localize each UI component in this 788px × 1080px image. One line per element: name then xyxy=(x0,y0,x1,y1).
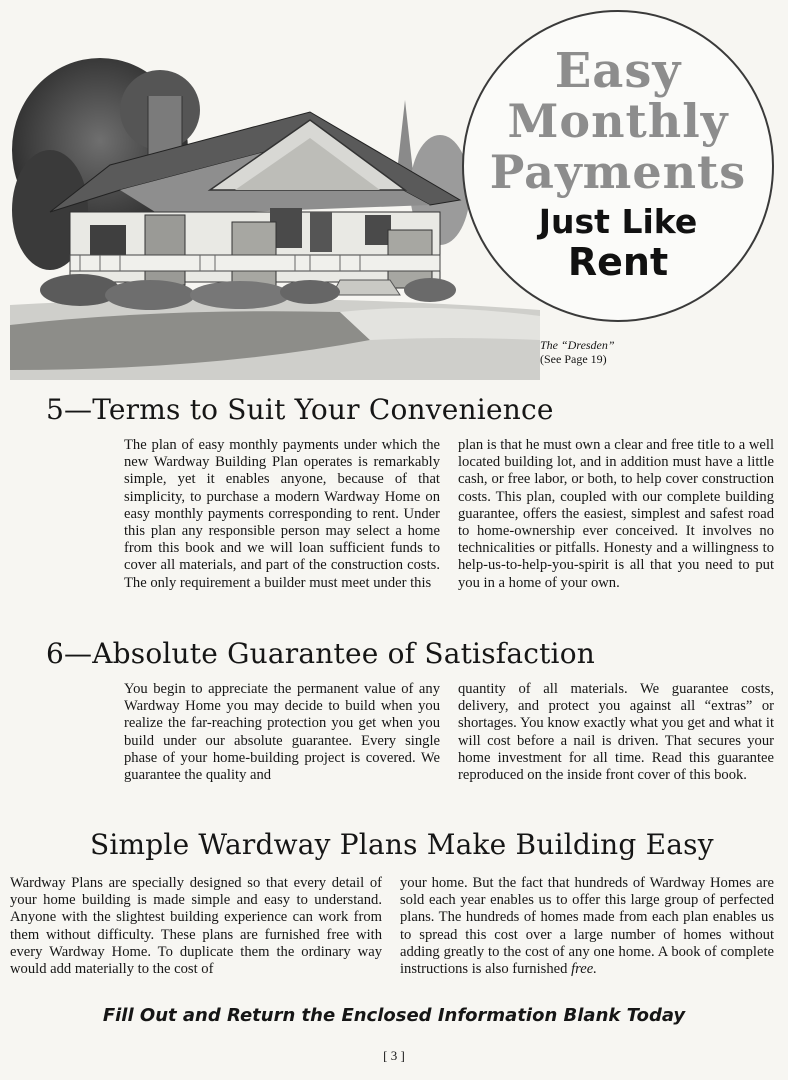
section-guarantee-col-b: quantity of all materials. We guarantee costs, delivery, and protect you against all “extras” or shortages. You know exactly what you get and what it will cost before a nail is driven. That secures your home investment for all time. Read this guarantee reproduced on the inside front cover of this book. xyxy=(458,681,774,784)
badge-line-monthly: Monthly xyxy=(507,94,729,148)
badge-line-easy: Easy xyxy=(554,43,682,99)
plans-col-b-text: your home. But the fact that hundreds of Wardway Homes are sold each year enables us to offer this large group of perfected plans. The hundreds of homes made from each plan enables us to spread this cost over a large number of homes without adding greatly to the cost of any one home. A book of complete instructions is also furnished xyxy=(400,875,774,978)
call-to-action: Fill Out and Return the Enclosed Information Blank Today xyxy=(102,1005,686,1026)
plans-col-b-emphasis: free. xyxy=(571,961,597,978)
section-terms-col-a: The plan of easy monthly payments under which the new Wardway Building Plan operates is remarkably simple, yet it enables anyone, because of that simplicity, to purchase a modern Wardway Home on easy monthly payments corresponding to rent. Under this plan any responsible person may select a home from this book and we will loan sufficient funds to cover all materials, and part of the construction costs. The only requirement a builder must meet under this xyxy=(124,437,440,591)
bungalow-illustration xyxy=(10,40,540,380)
section-heading-terms: 5—Terms to Suit Your Convenience xyxy=(46,393,554,426)
caption-title: The “Dresden” xyxy=(540,338,615,352)
illustration-caption xyxy=(540,338,660,366)
section-heading-plans: Simple Wardway Plans Make Building Easy xyxy=(90,828,714,861)
section-terms-col-b: plan is that he must own a clear and free title to a well located building lot, and in addition must have a little cash, or free labor, or both, to help cover construction costs. This plan, coupled with our complete building guarantee, offers the easiest, simplest and safest road to home-ownership ever conceived. It involves no technicalities or pitfalls. Honesty and a willingness to help-us-to-help-you-spirit is all that you need to put you in a home of your own. xyxy=(458,437,774,591)
badge-line-payments: Payments xyxy=(489,145,747,199)
section-guarantee-col-a: You begin to appreciate the permanent value of any Wardway Home you may decide to build when you realize the far-reaching protection you get when you build under our absolute guarantee. Every single phase of your home-building project is covered. We guarantee the quality and xyxy=(124,681,440,784)
caption-page-ref: (See Page 19) xyxy=(540,352,607,366)
payment-badge xyxy=(462,10,774,322)
section-plans-col-b xyxy=(400,875,774,978)
badge-line-just-like: Just Like xyxy=(538,202,698,241)
section-plans-col-a: Wardway Plans are specially designed so that every detail of your home building is made simple and easy to understand. Anyone with the slightest building experience can work from them without difficulty. These plans are furnished free with every Wardway Home. To duplicate them the ordinary way would add materially to the cost of xyxy=(10,875,382,978)
badge-line-rent: Rent xyxy=(567,240,669,284)
section-heading-guarantee: 6—Absolute Guarantee of Satisfaction xyxy=(46,637,596,670)
page-number: [ 3 ] xyxy=(383,1048,405,1063)
